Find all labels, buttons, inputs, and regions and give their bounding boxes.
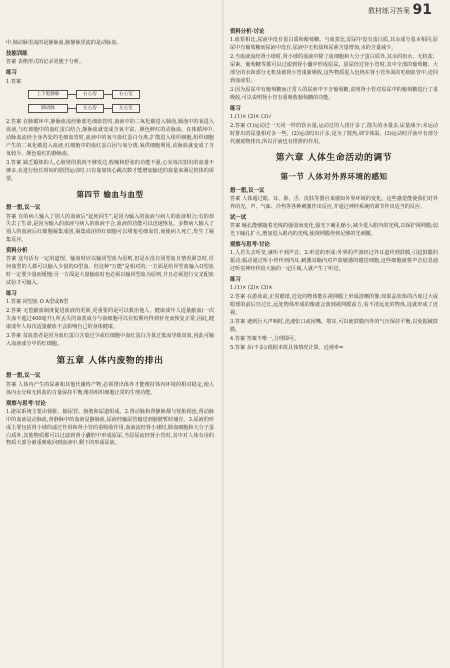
skills-heading: 技能训练 bbox=[6, 50, 28, 57]
observe-answer: 1.泌尿系统主要由肾脏、输尿管、膀胱和尿道组成。2.肾动脉和肾静脉都与肾脏相连,肾动脉中的血液是动脉血,肾静脉中的血液是静脉血,尿液经输尿管输送到膀胱暂时储存。3.尿液的形成主要包括肾小球的滤过作用和肾小管的重吸收作用,血液流经肾小球时,除血细胞和大分子蛋白质外,其他物质都可以过滤到肾小囊腔中形成原尿,当原尿流经肾小管时,其中对人体有用的物质大部分被重吸收回到血液中,剩下的形成尿液。 bbox=[6, 408, 214, 447]
right-data-1: 1.血浆相比,尿液中没有蛋白质和葡萄糖。与血浆比,原尿中没有蛋白质,其余成分基本相同,原尿中有葡萄糖而尿液中没有,尿液中无机盐和尿素含量增加,水的含量减少。 bbox=[230, 37, 438, 52]
header-title: 教材练习答案 bbox=[368, 7, 410, 15]
diagram-box-left-ventricle: 左心室 bbox=[112, 104, 140, 113]
right-practice2-heading: 练习 bbox=[230, 277, 241, 284]
circulation-diagram bbox=[28, 88, 178, 116]
diagram-box-left-atrium: 左心房 bbox=[76, 104, 104, 113]
chapter6-title: 第六章 人体生命活动的调节 bbox=[275, 153, 393, 164]
right-data-2: 2.当血液流经肾小球时,肾小球的血液中除了血细胞和大分子蛋白质外,其余的如水、无机盐、尿素、葡萄糖等都可以过滤到肾小囊中形成原尿。原尿经过肾小管时,其中全部的葡萄糖、大部分的水和部分无机盐被肾小管重新吸收,这些物质进入包绕在肾小管外面的毛细血管中,送回到血液里。 bbox=[230, 54, 438, 84]
right-observe-heading: 观察与思考·讨论 bbox=[230, 242, 270, 248]
ch5-think-answer: 答案 人体内产生的尿素和其他代谢终产物,必须排出体外才能维持体内环境的相对稳定,使人体内水分和无机盐的含量保持平衡,维持组织细胞正常的生理功能。 bbox=[6, 381, 214, 396]
right-data-heading: 资料分析·讨论 bbox=[230, 29, 265, 35]
practice2-2: 2.答案 无偿献血制度促进血液的更新,更重要的是可以救治他人。健康成年人适量献血(一次失血不超过400毫升),所丢失的血浆成分与血细胞可以在短期内得到补充而恢复正常,因此,健康成年人每次适量献血不会影响自己的身体健康。 bbox=[6, 308, 214, 331]
diagram-arrow bbox=[104, 94, 112, 95]
right-think-answer: 答案 人体通过眼、耳、鼻、舌、皮肤等器官来感知外界环境的变化。这些感觉能使我们对外界的光、声、气味、冷热等各种刺激作出反应,并通过神经系统的调节作出适当的反应。 bbox=[230, 196, 438, 210]
page-header bbox=[0, 0, 450, 22]
intro-text: 中,肺动脉里流的是静脉血,肺静脉里流的是动脉血。 bbox=[6, 40, 122, 46]
think-heading: 想一想,议一议 bbox=[6, 205, 41, 212]
practice2-3: 3.答案 贫血患者是因为血红蛋白含量过少或红细胞中血红蛋白含量过低而导致贫血,因此可输入血液成分中的红细胞。 bbox=[6, 332, 214, 347]
page-crease bbox=[222, 0, 224, 668]
think-answer: 答案 有的病人输入了别人的血液后"起死回生",是因为输入的血液与病人的血液相合;有的却失去了生命,是因为输入的血液与病人的血液不合,血液的功能可以迅速恢复。多数病人输入了别人的血液后红细胞凝集成团,凝集成团的红细胞可以堵塞毛细血管,而使病人死亡,发生了凝集反应。 bbox=[6, 213, 214, 244]
practice-1: 1.答案 bbox=[6, 78, 22, 85]
page-number: 91 bbox=[412, 2, 432, 18]
right-practice2-4: 4.答案 答案不唯一,合理即可。 bbox=[230, 335, 300, 342]
ch5-think-heading: 想一想,议一议 bbox=[6, 373, 41, 380]
practice-heading: 练习 bbox=[6, 70, 17, 77]
section1-title: 第一节 人体对外界环境的感知 bbox=[280, 172, 388, 182]
practice-2: 2.答案 在肺循环中,静脉血流经肺部毛细血管时,血液中的二氧化碳进入肺泡,肺泡中的氧进入血液,与红细胞中的血红蛋白结合,静脉血就变成含氧丰富、颜色鲜红的动脉血。在体循环中,动脉血流经全身各处的毛细血管时,血液中的氧与血红蛋白分离,扩散进入组织细胞,组织细胞产生的二氧化碳进入血液,红细胞中的血红蛋白因与氧分离,氧供细胞利用,动脉血就变成了含氧较少、颜色暗红的静脉血。 bbox=[6, 119, 214, 157]
right-practice2-2: 2.答案 在游泳前,正常眼球,近处的物体能在视网膜上形成清晰的像;如果晶状体的凸度过大或眼球的前后径过长,远处物体形成的像就会落到视网膜前方,看不清远处的物体,这就形成了近视。 bbox=[230, 294, 438, 317]
diagram-arrow bbox=[104, 108, 112, 109]
skills-answer: 答案 表格形式的记录更便于分析。 bbox=[6, 59, 85, 66]
right-practice2-5: 5.答案 多(不多);根据本班具体情况计算。近视率= bbox=[230, 344, 344, 351]
right-observe-answer: 1.人若失去听觉,就听不到声音。2.听觉的形成:外界的声波经过外耳道传到鼓膜,引起鼓膜的振动;振动通过听小骨传到内耳,刺激耳蜗内对声波敏感的感觉细胞,这些细胞就将声音信息通过听觉神经传给大脑的一定区域,人就产生了听觉。 bbox=[230, 250, 438, 273]
chapter5-title: 第五章 人体内废物的排出 bbox=[56, 355, 164, 366]
practice2-1: 1.答案 同型血 O A型或B型 bbox=[6, 299, 69, 306]
observe-heading: 观察与思考·讨论 bbox=[6, 400, 46, 407]
right-practice-2: 2.答案 (1)运动过一天同一样的饮水量,运动过的人排汗多了,散失的水量多,尿量减少;未运动时排出的尿量相对多一些。(2)运动时出汗多,是为了散热,调节体温。(3)运动时汗液中有部分代谢废物排出,所以汗液也有排泄的作用。 bbox=[230, 122, 438, 145]
left-column bbox=[6, 40, 214, 449]
diagram-box-right-ventricle: 右心室 bbox=[112, 90, 140, 99]
try-answer: 答案 瞳孔能够随着光线的强弱而变化,强光下瞳孔缩小,减少进入眼内的光线,以保护视网膜;弱光下瞳孔扩大,增加进入眼内的光线,使视网膜得到足够的光刺激。 bbox=[230, 223, 438, 238]
practice2-heading: 练习 bbox=[6, 291, 17, 298]
right-think-heading: 想一想,议一议 bbox=[230, 187, 265, 194]
practice-3: 3.答案 缺乏锻炼的人,心脏壁的肌肉不够发达,收缩和舒张的功能不强,心室每次射出的血量不够多,在进行较长时间的剧烈运动时,只有靠加快心跳次数才能增加输送的血量来满足机体的需要。 bbox=[6, 159, 214, 182]
right-practice-heading: 练习 bbox=[230, 105, 241, 112]
diagram-arrow bbox=[68, 108, 76, 109]
right-practice2-3: 3.答案 遇到巨大声响时,迅速张口或闭嘴、堵耳,可以使鼓膜内外的气压保持平衡,以免振破鼓膜。 bbox=[230, 318, 438, 333]
try-heading: 试一试 bbox=[230, 214, 247, 221]
data-analysis-answer: 答案 这句话有一定的道理。输血时应以输同型血为原则,但是在没有同型血且情况紧急时,任何血型的人都可以输入少量的O型血。但这种"万能"是相对的,一方面是给异型血输入O型血时一定要少量而缓慢;另一方面是大量输血时也必须以输同型血为原则,并且必须进行交叉配血试验才可输入。 bbox=[6, 256, 214, 287]
diagram-arrow bbox=[68, 94, 76, 95]
section4-title: 第四节 输血与血型 bbox=[76, 189, 144, 199]
right-data-3: 3.因为原尿中有葡萄糖而正常人的尿液中不含葡萄糖,说明肾小管对原尿中的葡萄糖进行了重吸收,可以说明肾小管有重吸收葡萄糖的功能。 bbox=[230, 86, 438, 101]
diagram-box-pulmonary-artery: 肺动脉 bbox=[28, 104, 68, 113]
data-analysis-heading: 资料分析 bbox=[6, 248, 28, 255]
right-practice2-1: 1.(1)× (2)× (3)× bbox=[230, 285, 273, 292]
right-column bbox=[230, 26, 438, 354]
diagram-box-vena-cava: 上下腔静脉 bbox=[28, 90, 68, 99]
right-practice-1: 1.(1)× (2)× (3)√ bbox=[230, 113, 272, 120]
diagram-box-right-atrium: 右心房 bbox=[76, 90, 104, 99]
